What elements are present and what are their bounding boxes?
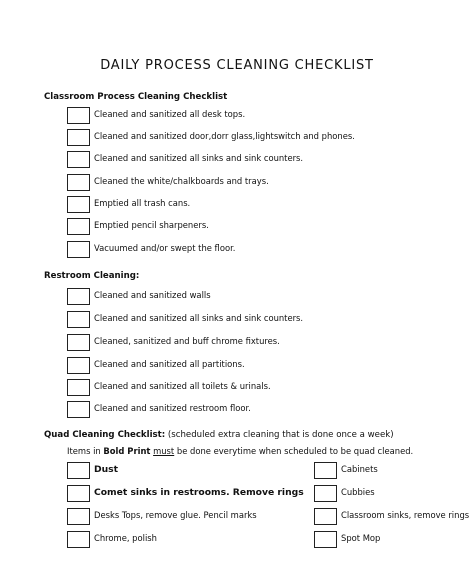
checkbox[interactable] <box>67 288 90 305</box>
item-label: Emptied all trash cans. <box>94 198 191 208</box>
checkbox[interactable] <box>314 462 337 479</box>
item-label: Chrome, polish <box>94 533 157 543</box>
item-label: Cleaned and sanitized restroom floor. <box>94 403 251 413</box>
note-prefix: Items in <box>67 446 104 456</box>
item-label: Cabinets <box>341 464 378 474</box>
item-label: Cleaned, sanitized and buff chrome fixtures. <box>94 336 280 346</box>
checkbox[interactable] <box>67 401 90 418</box>
checkbox[interactable] <box>314 485 337 502</box>
note-must: must <box>153 446 175 456</box>
item-label: Dust <box>94 464 119 475</box>
checkbox[interactable] <box>67 334 90 351</box>
classroom-heading: Classroom Process Cleaning Checklist <box>44 92 228 102</box>
checkbox[interactable] <box>67 196 90 213</box>
checkbox[interactable] <box>67 218 90 235</box>
note-bold: Bold Print <box>103 446 151 456</box>
quad-heading <box>44 430 394 440</box>
restroom-heading: Restroom Cleaning: <box>44 271 140 281</box>
quad-heading-text: Quad Cleaning Checklist: <box>44 430 166 440</box>
checkbox[interactable] <box>67 379 90 396</box>
quad-subtitle: (scheduled extra cleaning that is done once a week) <box>167 430 394 440</box>
item-label: Vacuumed and/or swept the floor. <box>94 243 236 253</box>
checkbox[interactable] <box>67 174 90 191</box>
item-label: Cubbies <box>341 487 375 497</box>
checkbox[interactable] <box>67 462 90 479</box>
item-label: Emptied pencil sharpeners. <box>94 220 209 230</box>
item-label: Spot Mop <box>341 533 381 543</box>
item-label: Cleaned and sanitized all partitions. <box>94 359 245 369</box>
checkbox[interactable] <box>314 508 337 525</box>
checkbox[interactable] <box>67 311 90 328</box>
checkbox[interactable] <box>67 129 90 146</box>
item-label: Cleaned the white/chalkboards and trays. <box>94 176 269 186</box>
checkbox[interactable] <box>314 531 337 548</box>
item-label: Cleaned and sanitized walls <box>94 290 211 300</box>
item-label: Cleaned and sanitized all sinks and sink counters. <box>94 153 304 163</box>
checkbox[interactable] <box>67 531 90 548</box>
item-label: Desks Tops, remove glue. Pencil marks <box>94 510 257 520</box>
note-suffix: be done everytime when scheduled to be quad cleaned. <box>174 446 414 456</box>
checkbox[interactable] <box>67 357 90 374</box>
quad-note <box>67 446 413 456</box>
checkbox[interactable] <box>67 151 90 168</box>
checkbox[interactable] <box>67 485 90 502</box>
item-label: Classroom sinks, remove rings <box>341 510 470 520</box>
item-label: Cleaned and sanitized door,dorr glass,lightswitch and phones. <box>94 131 355 141</box>
checkbox[interactable] <box>67 241 90 258</box>
item-label: Cleaned and sanitized all desk tops. <box>94 109 246 119</box>
item-label: Comet sinks in restrooms. Remove rings <box>94 487 304 498</box>
item-label: Cleaned and sanitized all sinks and sink counters. <box>94 313 304 323</box>
page-title: DAILY PROCESS CLEANING CHECKLIST <box>100 58 374 73</box>
item-label: Cleaned and sanitized all toilets & urinals. <box>94 381 271 391</box>
checkbox[interactable] <box>67 107 90 124</box>
checkbox[interactable] <box>67 508 90 525</box>
